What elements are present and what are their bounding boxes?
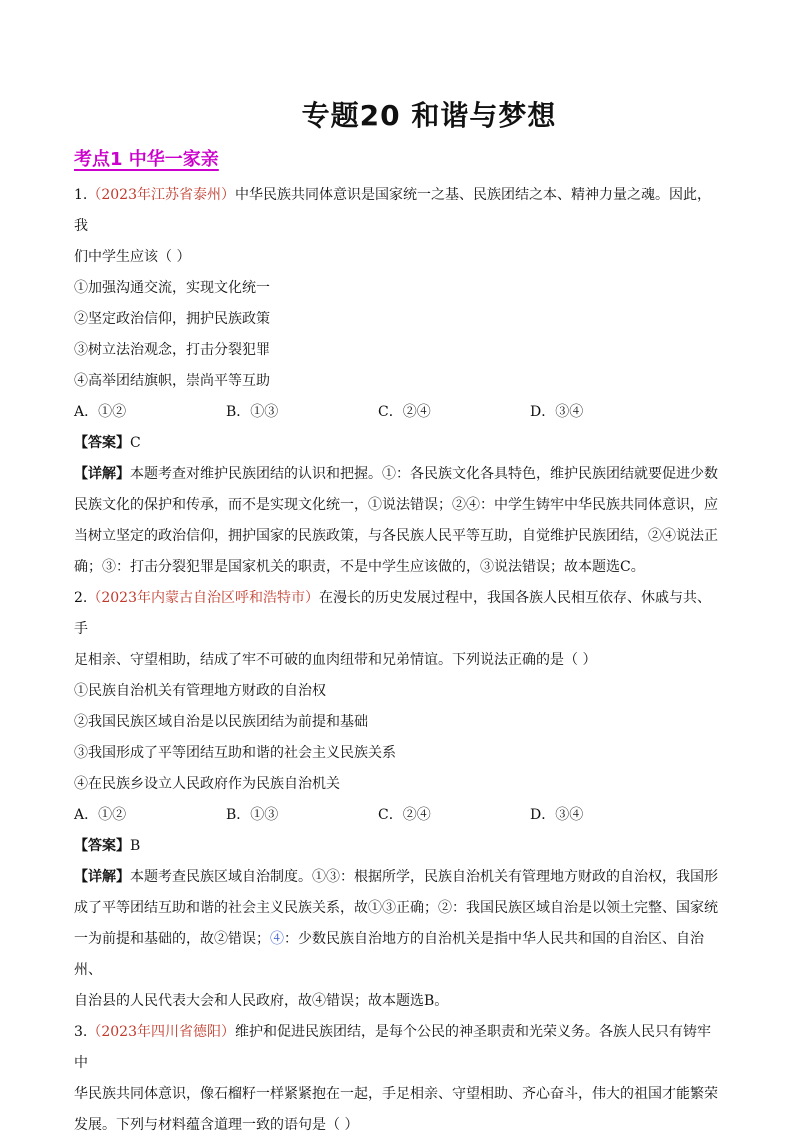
q1-detail-label: 【详解】 <box>74 466 130 482</box>
q1-item-1: ①加强沟通交流，实现文化统一 <box>74 280 270 296</box>
q1-stem-line1 <box>74 180 724 242</box>
q2-answer <box>74 831 724 862</box>
q2-item-4: ④在民族乡设立人民政府作为民族自治机关 <box>74 776 340 792</box>
q2-item-3: ③我国形成了平等团结互助和谐的社会主义民族关系 <box>74 745 396 761</box>
section-heading: 考点1 中华一家亲 <box>74 149 219 170</box>
q2-option-a: A．①② <box>74 807 127 823</box>
q2-detail-label: 【详解】 <box>74 869 130 885</box>
q2-detail-text: 本题考查民族区域自治制度。①③：根据所学，民族自治机关有管理地方财政的自治权，我国形 <box>130 869 718 885</box>
q1-option-c: C．②④ <box>378 404 431 420</box>
q1-stem: 中华民族共同体意识是国家统一之基、民族团结之本、精神力量之魂。因此，我 <box>74 187 711 234</box>
q1-answer-value: C <box>130 435 141 451</box>
q1-stem-line2: 们中学生应该（ ） <box>74 249 191 265</box>
q1-item-2: ②坚定政治信仰，拥护民族政策 <box>74 311 270 327</box>
q1-detail-line4: 确；③：打击分裂犯罪是国家机关的职责，不是中学生应该做的，③说法错误；故本题选C。 <box>74 559 645 575</box>
q1-number: 1. <box>74 187 88 203</box>
q3-stem-line3: 发展。下列与材料蕴含道理一致的语句是（ ） <box>74 1117 359 1133</box>
question-list <box>74 180 724 1141</box>
q1-item-3: ③树立法治观念，打击分裂犯罪 <box>74 342 270 358</box>
q1-answer <box>74 428 724 459</box>
q2-detail-line2: 成了平等团结互助和谐的社会主义民族关系，故①③正确；②：我国民族区域自治是以领土完整、国家统 <box>74 900 718 916</box>
q2-number: 2. <box>74 590 88 606</box>
q2-item-1: ①民族自治机关有管理地方财政的自治权 <box>74 683 326 699</box>
q1-detail-line3: 当树立坚定的政治信仰，拥护国家的民族政策，与各民族人民平等互助，自觉维护民族团结，②④说法正 <box>74 528 718 544</box>
page-title: 专题20 和谐与梦想 <box>301 99 557 132</box>
q3-number: 3. <box>74 1024 88 1040</box>
q3-source: （2023年四川省德阳） <box>87 1024 235 1040</box>
q2-detail-line1 <box>74 862 724 893</box>
q1-option-a: A．①② <box>74 404 127 420</box>
q2-item-2: ②我国民族区域自治是以民族团结为前提和基础 <box>74 714 368 730</box>
q2-answer-value: B <box>130 838 141 854</box>
q2-detail-line3-a: 一为前提和基础的，故②错误； <box>74 931 270 947</box>
q1-option-b: B．①③ <box>226 404 279 420</box>
q1-item-4: ④高举团结旗帜，崇尚平等互助 <box>74 373 270 389</box>
q1-detail-line1 <box>74 459 724 490</box>
q2-detail-line3-c: ：少数民族自治地方的自治机关是指中华人民共和国的自治区、自治州、 <box>74 931 704 978</box>
q2-stem-line1 <box>74 583 724 645</box>
q2-detail-line3 <box>74 924 724 986</box>
q2-stem-line2: 足相亲、守望相助，结成了牢不可破的血肉纽带和兄弟情谊。下列说法正确的是（ ） <box>74 652 597 668</box>
q2-option-c: C．②④ <box>378 807 431 823</box>
q3-stem-line2: 华民族共同体意识，像石榴籽一样紧紧抱在一起，手足相亲、守望相助、齐心奋斗，伟大的祖国才能繁荣 <box>74 1086 718 1102</box>
q1-answer-label: 【答案】 <box>74 435 130 451</box>
q2-source: （2023年内蒙古自治区呼和浩特市） <box>87 590 319 606</box>
q2-stem: 在漫长的历史发展过程中，我国各族人民相互依存、休戚与共、手 <box>74 590 711 637</box>
q1-options <box>74 397 724 428</box>
q1-detail-text: 本题考查对维护民族团结的认识和把握。①：各民族文化各具特色，维护民族团结就要促进少数 <box>130 466 718 482</box>
q2-option-d: D．③④ <box>530 807 584 823</box>
q1-detail-line2: 民族文化的保护和传承，而不是实现文化统一，①说法错误；②④：中学生铸牢中华民族共同体意识，应 <box>74 497 718 513</box>
q3-stem-line1 <box>74 1017 724 1079</box>
q2-options <box>74 800 724 831</box>
q1-option-d: D．③④ <box>530 404 584 420</box>
q1-source: （2023年江苏省泰州） <box>87 187 235 203</box>
q3-stem: 维护和促进民族团结，是每个公民的神圣职责和光荣义务。各族人民只有铸牢中 <box>74 1024 711 1071</box>
q2-detail-line4: 自治县的人民代表大会和人民政府，故④错误；故本题选B。 <box>74 993 449 1009</box>
q2-option-b: B．①③ <box>226 807 279 823</box>
q2-answer-label: 【答案】 <box>74 838 130 854</box>
q2-detail-highlight: ④ <box>270 931 284 947</box>
